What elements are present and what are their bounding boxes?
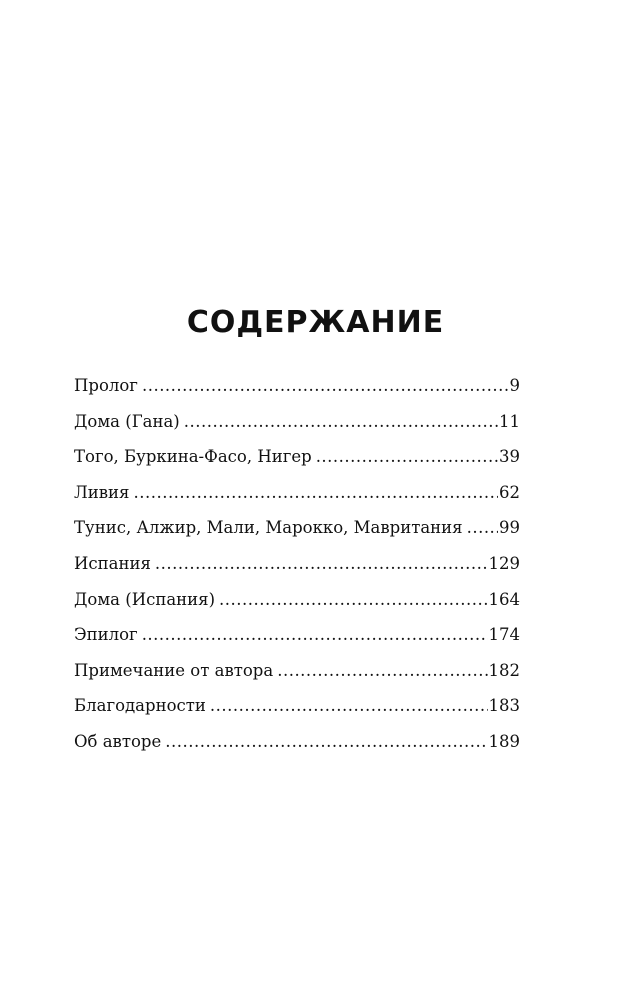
toc-entry-about-author[interactable] <box>74 729 520 765</box>
dot-leader <box>165 729 487 755</box>
toc-entry-acknowledgements[interactable] <box>74 693 520 729</box>
dot-leader <box>219 587 487 613</box>
dot-leader <box>184 409 498 435</box>
dot-leader <box>133 480 498 506</box>
toc-entry-title: Пролог <box>74 376 138 395</box>
dot-leader <box>316 444 498 470</box>
toc-entry-title: Дома (Испания) <box>74 589 216 609</box>
toc-entry-home-spain[interactable] <box>74 587 520 623</box>
toc-entry-page-number: 164 <box>488 589 520 609</box>
page-title: СОДЕРЖАНИЕ <box>186 305 445 340</box>
toc-entry-title: Благодарности <box>74 696 206 716</box>
toc-entry-libya[interactable] <box>74 480 520 516</box>
table-of-contents <box>74 373 520 765</box>
toc-entry-maghreb[interactable] <box>74 515 520 551</box>
toc-entry-title: Ливия <box>74 482 130 502</box>
toc-entry-page-number: 11 <box>499 411 520 431</box>
toc-entry-page-number: 39 <box>499 447 520 467</box>
toc-entry-title: Того, Буркина-Фасо, Нигер <box>74 447 312 467</box>
toc-entry-title: Об авторе <box>74 731 162 751</box>
toc-entry-page-number: 62 <box>499 482 520 502</box>
dot-leader <box>142 622 488 648</box>
toc-entry-page-number: 9 <box>509 376 520 395</box>
toc-entry-title: Дома (Гана) <box>74 411 180 431</box>
toc-entry-title: Примечание от автора <box>74 660 274 680</box>
toc-entry-spain[interactable] <box>74 551 520 587</box>
toc-entry-author-note[interactable] <box>74 658 520 694</box>
toc-entry-togo-burkina-niger[interactable] <box>74 444 520 480</box>
toc-entry-page-number: 189 <box>488 731 520 751</box>
toc-entry-page-number: 183 <box>488 696 520 716</box>
dot-leader <box>210 693 488 719</box>
toc-entry-page-number: 129 <box>488 553 520 573</box>
toc-entry-title: Эпилог <box>74 625 138 645</box>
toc-entry-title: Испания <box>74 553 151 573</box>
dot-leader <box>467 515 498 541</box>
toc-entry-prologue[interactable] <box>74 373 520 409</box>
toc-entry-epilogue[interactable] <box>74 622 520 658</box>
toc-entry-home-ghana[interactable] <box>74 409 520 445</box>
toc-entry-title: Тунис, Алжир, Мали, Марокко, Мавритания <box>74 518 463 538</box>
dot-leader <box>142 373 509 399</box>
dot-leader <box>277 658 487 684</box>
dot-leader <box>155 551 488 577</box>
toc-entry-page-number: 99 <box>499 518 520 538</box>
toc-entry-page-number: 182 <box>488 660 520 680</box>
toc-entry-page-number: 174 <box>488 625 520 645</box>
